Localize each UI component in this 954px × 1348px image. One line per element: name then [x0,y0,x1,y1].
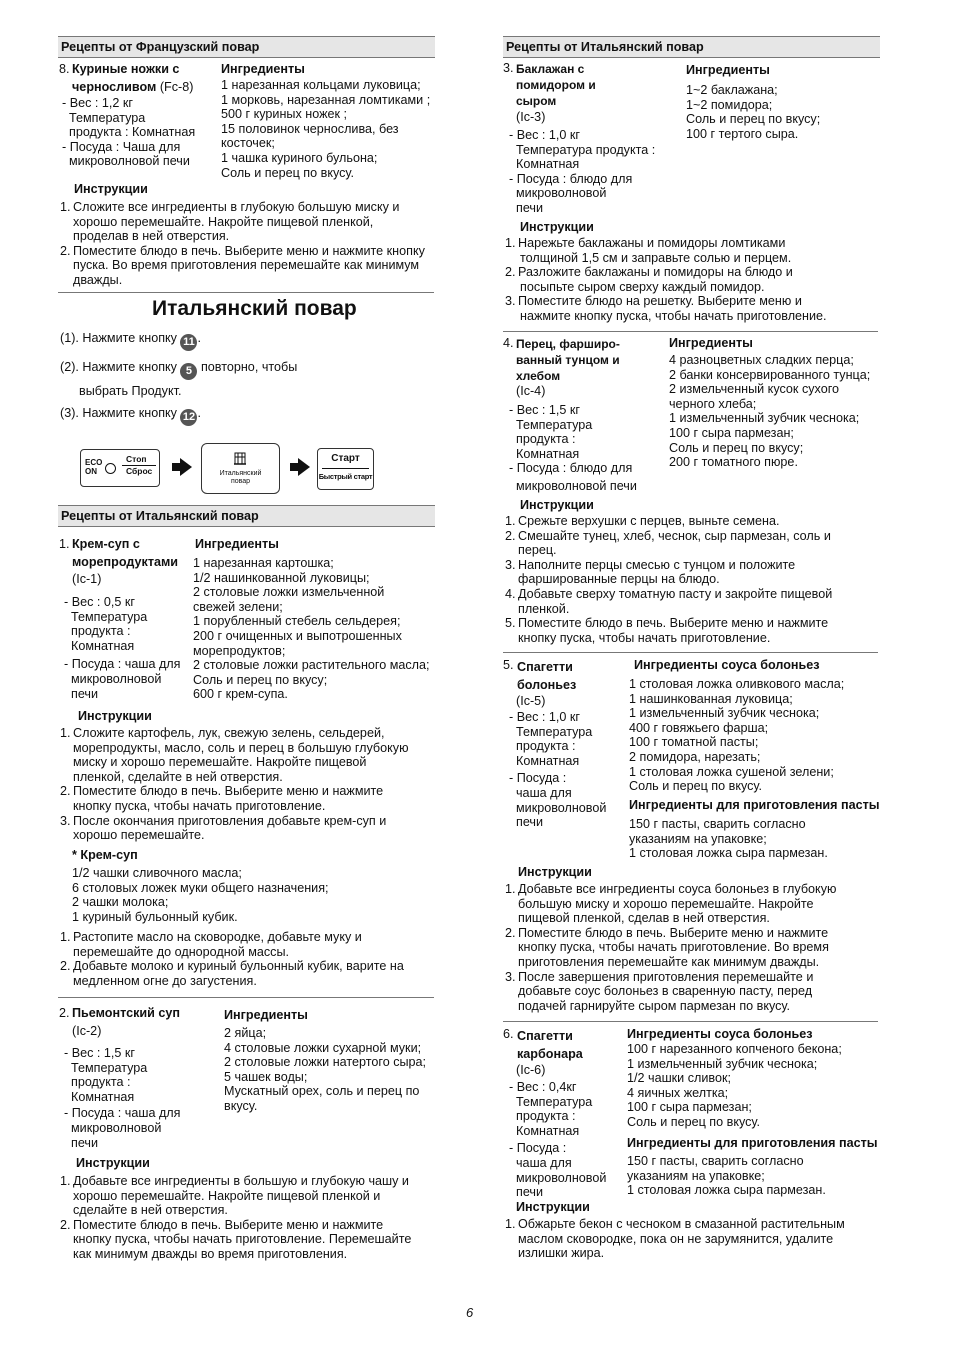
section-header-italian: Рецепты от Итальянский повар [58,505,435,527]
recipe-meta: - Вес : 0,4кг Температура продукта : Комнатная - Посуда : чаша для микроволновой печи [509,1080,607,1200]
page-title: Итальянский повар [152,297,357,320]
ingredients-title: Ингредиенты [195,537,279,551]
recipe-meta: - Вес : 1,2 кг Температура продукта : Комнатная - Посуда : Чаша для микроволновой печи [62,96,196,169]
ingredients-list: 2 яйца; 4 столовые ложки сухарной муки; 2 столовые ложки натертого сыра; 5 чашек воды; Мускатный орех, соль и перец по вкусу. [224,1026,427,1113]
recipe-meta: - Вес : 1,5 кг Температура продукта : Комнатная - Посуда : чаша для микроволновой печи [64,1046,181,1150]
recipe-code: (Ic-3) [516,110,546,124]
page-number: 6 [466,1305,474,1320]
instructions-title: Инструкции [74,182,148,196]
press-step-2: (2). Нажмите кнопку 5 повторно, чтобы выбрать Продукт. [60,360,298,398]
button-5-icon: 5 [180,363,197,380]
divider [58,997,434,998]
sub-recipe-title: * Крем-суп [72,848,138,862]
instructions-list: 1. Сложите картофель, лук, свежую зелень, сельдерей, морепродукты, масло, соль и перец в большую глубокую миску и хорошо перемешайте. Накройте пищевой пленкой, сделайте в ней отверстия. 2. Поместите блюдо в печь. Выберите меню и нажмите кнопку пуска, чтобы начать приготовление. 3. После окончания приготовления добавьте крем-суп и хорошо перемешайте. [60,726,409,843]
instructions-list: 1. Добавьте все ингредиенты соуса болоньез в глубокую большую миску и хорошо перемешайте. Накройте пищевой пленкой, сделав в ней отверстия. 2. Поместите блюдо в печь. Выберите меню и нажмите кнопку пуска, чтобы начать приготовление. Во время приготовления перемешайте как минимум дважды. 3. После завершения приготовления перемешайте и добавьте соус болоньез в сваренную пасту, перед подачей гарнируйте сыром пармезан по вкусу. [505,882,837,1013]
instructions-list: 1. Нарежьте баклажаны и помидоры ломтиками толщиной 1,5 см и заправьте солью и перцем. 2. Разложите баклажаны и помидоры на блюдо и посыпьте сыром сверху каждый помидор. 3. Поместите блюдо на решетку. Выберите меню и нажмите кнопку пуска, чтобы начать приготовление. [505,236,827,323]
recipe-number: 8. [59,62,70,76]
ingredients-title: Ингредиенты соуса болоньез [634,658,820,672]
instructions-list: 1. Добавьте все ингредиенты в большую и глубокую чашу и хорошо перемешайте. Накройте пищевой пленкой и сделайте в ней отверстия. 2. Поместите блюдо в печь. Выберите меню и нажмите кнопку пуска, чтобы начать приготовление. Перемешайте как минимум дважды во время приготовления. [60,1174,412,1261]
power-icon [105,463,116,474]
ingredients-list: 1 столовая ложка оливкового масла; 1 нашинкованная луковица; 1 измельченный зубчик чеснока; 400 г говяжьего фарша; 100 г томатной пасты; 2 помидора, нарезать; 1 столовая ложка сушеной зелени; Соль и перец по вкусу. [629,677,845,794]
recipe-name: Спагетти болоньез [517,660,577,692]
section-header-italian-right: Рецепты от Итальянский повар [503,36,880,58]
eco-stop-button: ECO ON Стоп Сброс [80,449,160,487]
divider [503,652,878,653]
recipe-meta: - Вес : 1,0 кг Температура продукта : Комнатная - Посуда : блюдо для микроволновой печи [509,128,656,215]
instructions-title: Инструкции [76,1156,150,1170]
recipe-code: (Ic-5) [516,694,546,708]
ingredients-list: 4 разноцветных сладких перца; 2 банки консервированного тунца; 2 измельченный кусок сухого черного хлеба; 1 измельченный зубчик чеснока; 100 г сыра пармезан; Соль и перец по вкусу; 200 г томатного пюре. [669,353,871,470]
ingredients-title: Ингредиенты [686,63,770,77]
ingredients-list: 1~2 баклажана; 1~2 помидора; Соль и перец по вкусу; 100 г тертого сыра. [686,83,821,141]
recipe-name: Спагетти карбонара [517,1029,583,1061]
pasta-ingredients-title: Ингредиенты для приготовления пасты [627,1136,878,1150]
divider [503,331,878,332]
ingredients-list: 1 нарезанная кольцами луковица; 1 морковь, нарезанная ломтиками ; 500 г куриных ножек ; 15 половинок чернослива, без косточек; 1 чашка куриного бульона; Соль и перец по вкусу. [221,78,431,180]
recipe-name: Баклажан с помидором и сыром [516,62,596,108]
section-header-french: Рецепты от Французский повар [58,36,435,58]
ingredients-title: Ингредиенты [669,336,753,350]
pasta-ingredients-title: Ингредиенты для приготовления пасты [629,798,880,812]
italian-chef-button: Итальянский повар [201,443,280,494]
divider [503,1021,878,1022]
button-11-icon: 11 [180,334,197,351]
sub-ingredients-list: 1/2 чашки сливочного масла; 6 столовых ложек муки общего назначения; 2 чашки молока; 1 куриный бульонный кубик. [72,866,329,924]
pasta-ingredients-list: 150 г пасты, сварить согласно указаниям на упаковке; 1 столовая ложка сыра пармезан. [629,817,828,861]
recipe-name: Куриные ножки с [72,62,180,76]
instructions-title: Инструкции [78,709,152,723]
instructions-title: Инструкции [520,498,594,512]
recipe-name-cont: черносливом [72,80,157,94]
recipe-meta: - Вес : 1,0 кг Температура продукта : Комнатная - Посуда : чаша для микроволновой печи [509,710,607,830]
recipe-name: Перец, фарширо- ванный тунцом и хлебом [516,337,620,383]
recipe-meta: - Вес : 0,5 кг Температура продукта : Комнатная - Посуда : чаша для микроволновой печи [64,595,181,701]
recipe-code: (Ic-1) [72,572,102,586]
sub-instructions-list: 1. Растопите масло на сковородке, добавьте муку и перемешайте до однородной массы. 2. Добавьте молоко и куриный бульонный кубик, варите на медленном огне до загустения. [60,930,404,988]
instructions-title: Инструкции [518,865,592,879]
instructions-list: 1. Срежьте верхушки с перцев, выньте семена. 2. Смешайте тунец, хлеб, чеснок, сыр пармезан, соль и перец. 3. Наполните перцы смесью с тунцом и положите фаршированные перцы на блюдо. 4. Добавьте сверху томатную пасту и закройте пищевой пленкой. 5. Поместите блюдо в печь. Выберите меню и нажмите кнопку пуска, чтобы начать приготовление. [505,514,833,645]
button-12-icon: 12 [180,409,197,426]
ingredients-title: Ингредиенты соуса болоньез [627,1027,813,1041]
arrow-right-icon [180,458,192,476]
arrow-right-icon-2 [298,458,310,476]
instructions-list: 1. Сложите все ингредиенты в глубокую большую миску и хорошо перемешайте. Накройте пищевой пленкой, проделав в ней отверстия. 2. Поместите блюдо в печь. Выберите меню и нажмите кнопку пуска. Во время приготовления перемешайте как минимум дважды. [60,200,425,287]
press-step-3: (3). Нажмите кнопку 12 . [60,406,201,426]
ingredients-list: 100 г нарезанного копченого бекона; 1 измельченный зубчик чеснока; 1/2 чашки сливок; 4 яичных желтка; 100 г сыра пармезан; Соль и перец по вкусу. [627,1042,842,1129]
ingredients-list: 1 нарезанная картошка; 1/2 нашинкованной луковицы; 2 столовые ложки измельченной свежей зелени; 1 порубленный стебель сельдерея; 200 г очищенных и выпотрошенных морепродуктов; 2 столовые ложки растительного масла; Соль и перец по вкусу; 600 г крем-супа. [193,556,430,702]
ingredients-title: Ингредиенты [224,1008,308,1022]
ingredients-title: Ингредиенты [221,62,305,76]
recipe-meta: - Вес : 1,5 кг Температура продукта : Комнатная - Посуда : блюдо для микроволновой печи [509,403,637,493]
recipe-name: Пьемонтский суп [72,1006,180,1020]
recipe-name: Крем-суп с [72,537,140,551]
dish-icon [233,450,247,466]
start-button: Старт Быстрый старт [317,448,374,490]
divider [58,292,434,293]
instructions-title: Инструкции [520,220,594,234]
recipe-code: (Ic-4) [516,384,546,398]
instructions-list: 1. Обжарьте бекон с чесноком в смазанной растительным маслом сковородке, пока он не зарумянится, удалите излишки жира. [505,1217,845,1261]
pasta-ingredients-list: 150 г пасты, сварить согласно указаниям на упаковке; 1 столовая ложка сыра пармезан. [627,1154,826,1198]
instructions-title: Инструкции [516,1200,590,1214]
press-step-1: (1). Нажмите кнопку 11 . [60,331,201,351]
recipe-code: (Ic-2) [72,1024,102,1038]
recipe-code: (Ic-6) [516,1063,546,1077]
recipe-code: (Fc-8) [159,80,194,94]
